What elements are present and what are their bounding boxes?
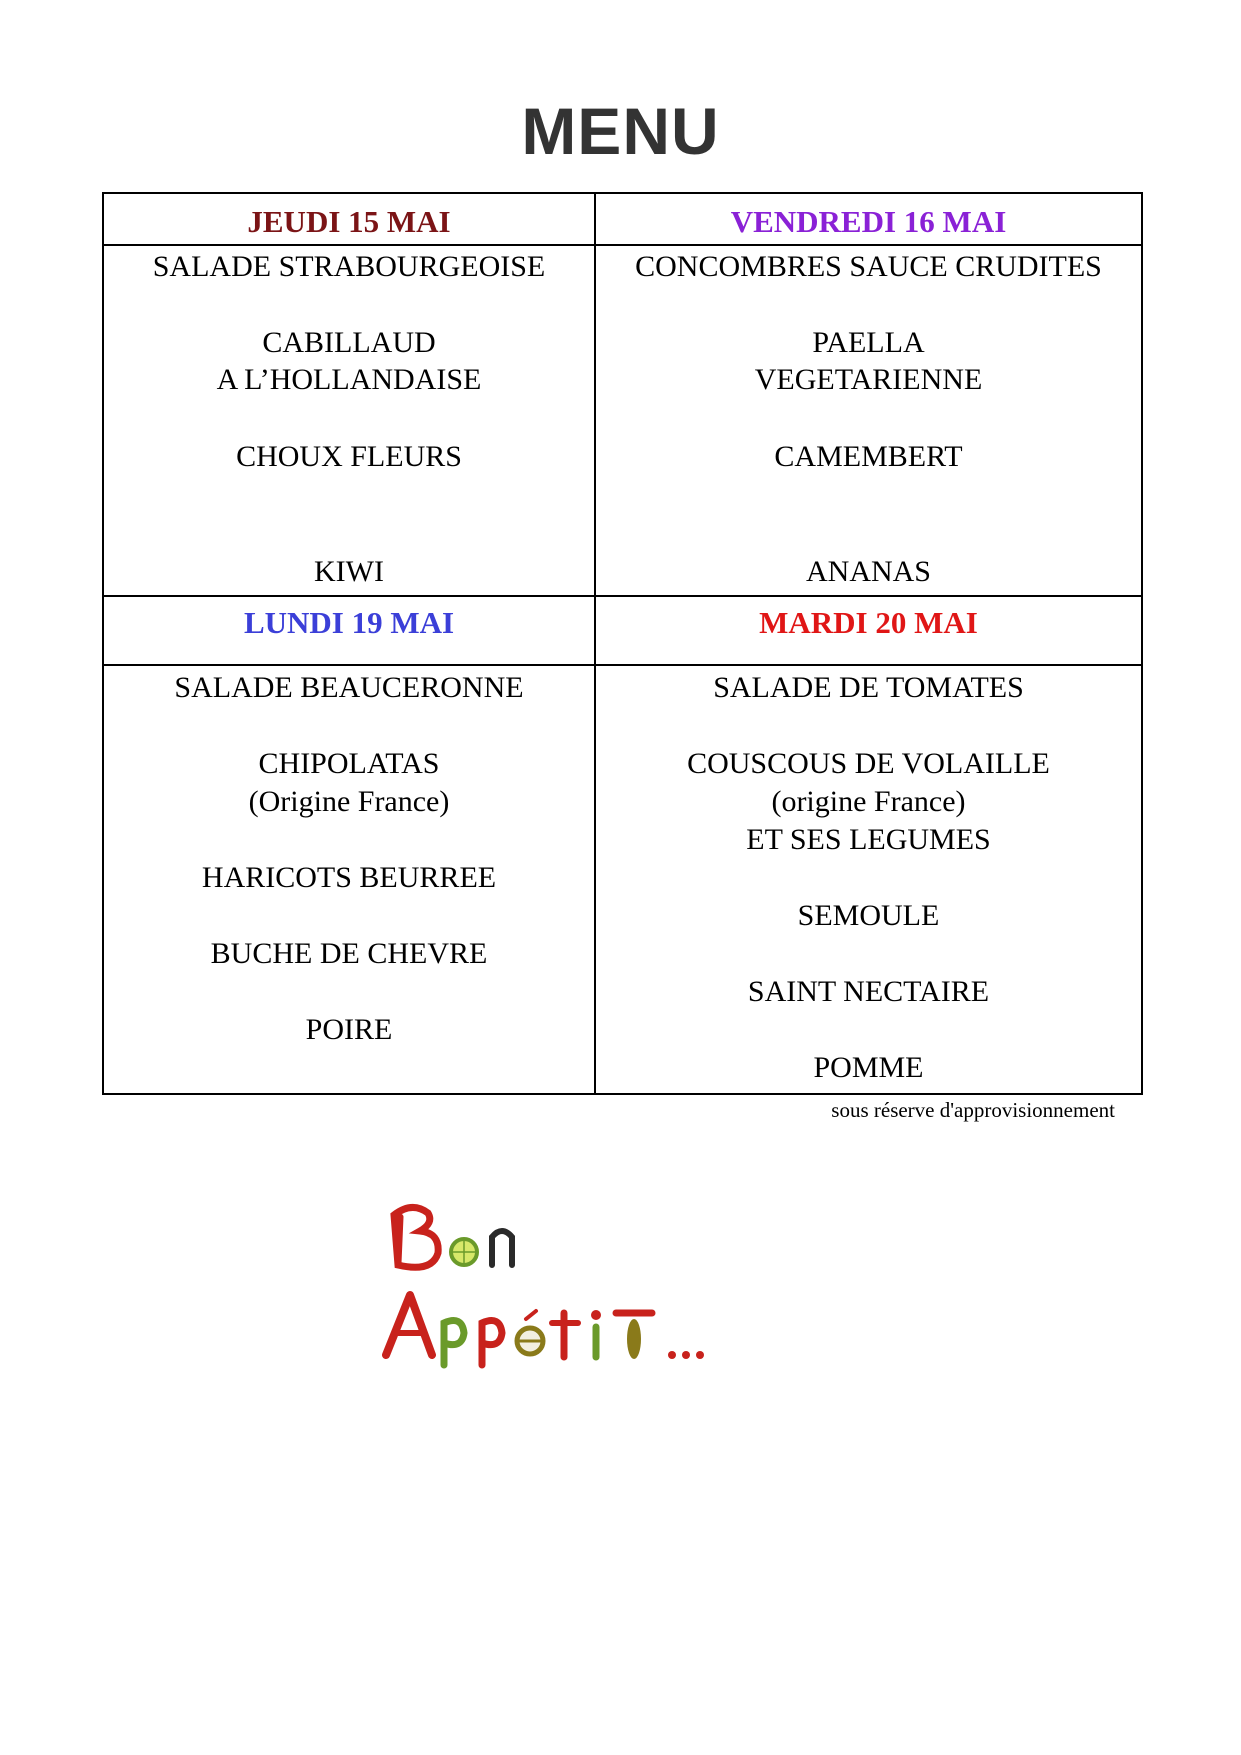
menu-item: ANANAS (805, 555, 931, 588)
menu-cell (595, 245, 1142, 596)
menu-cell (103, 665, 595, 1094)
day-label: VENDREDI 16 MAI (730, 204, 1007, 239)
menu-item: CHIPOLATAS (258, 747, 440, 780)
menu-item: (origine France) (771, 785, 966, 818)
menu-item: ET SES LEGUMES (746, 823, 991, 856)
menu-item: (Origine France) (248, 785, 450, 818)
menu-item: SALADE STRABOURGEOISE (152, 250, 546, 283)
day-header-cell (103, 193, 595, 245)
menu-table (102, 192, 1143, 1095)
day-label: JEUDI 15 MAI (247, 204, 451, 239)
menu-item: CONCOMBRES SAUCE CRUDITES (635, 250, 1102, 283)
table-row (103, 245, 1142, 596)
menu-item: PAELLA (812, 326, 925, 359)
day-header-cell (103, 596, 595, 665)
menu-item: SALADE BEAUCERONNE (174, 671, 524, 704)
day-label: MARDI 20 MAI (759, 605, 978, 640)
table-row (103, 665, 1142, 1094)
menu-item: CABILLAUD (262, 326, 436, 359)
logo-word-appetit (386, 1295, 704, 1365)
menu-cell (595, 665, 1142, 1094)
table-row (103, 193, 1142, 245)
day-label: LUNDI 19 MAI (243, 605, 455, 640)
menu-item: CAMEMBERT (774, 440, 963, 473)
menu-item: KIWI (314, 555, 384, 588)
menu-item: HARICOTS BEURREE (201, 861, 497, 894)
logo-word-bon (394, 1207, 512, 1267)
day-header-cell (595, 596, 1142, 665)
menu-item: BUCHE DE CHEVRE (210, 937, 488, 970)
table-row (103, 596, 1142, 665)
menu-item: A L’HOLLANDAISE (216, 363, 482, 396)
menu-cell (103, 245, 595, 596)
supply-disclaimer: sous réserve d'approvisionnement (831, 1098, 1115, 1122)
menu-item: SEMOULE (797, 899, 940, 932)
page-title: MENU (521, 94, 720, 168)
menu-item: SALADE DE TOMATES (713, 671, 1024, 704)
menu-item: CHOUX FLEURS (236, 440, 462, 473)
menu-item: POIRE (305, 1013, 393, 1046)
day-header-cell (595, 193, 1142, 245)
bon-appetit-logo (380, 1195, 820, 1395)
menu-item: VEGETARIENNE (754, 363, 983, 396)
menu-item: SAINT NECTAIRE (747, 975, 990, 1008)
menu-item: POMME (813, 1051, 924, 1084)
menu-item: COUSCOUS DE VOLAILLE (687, 747, 1050, 780)
